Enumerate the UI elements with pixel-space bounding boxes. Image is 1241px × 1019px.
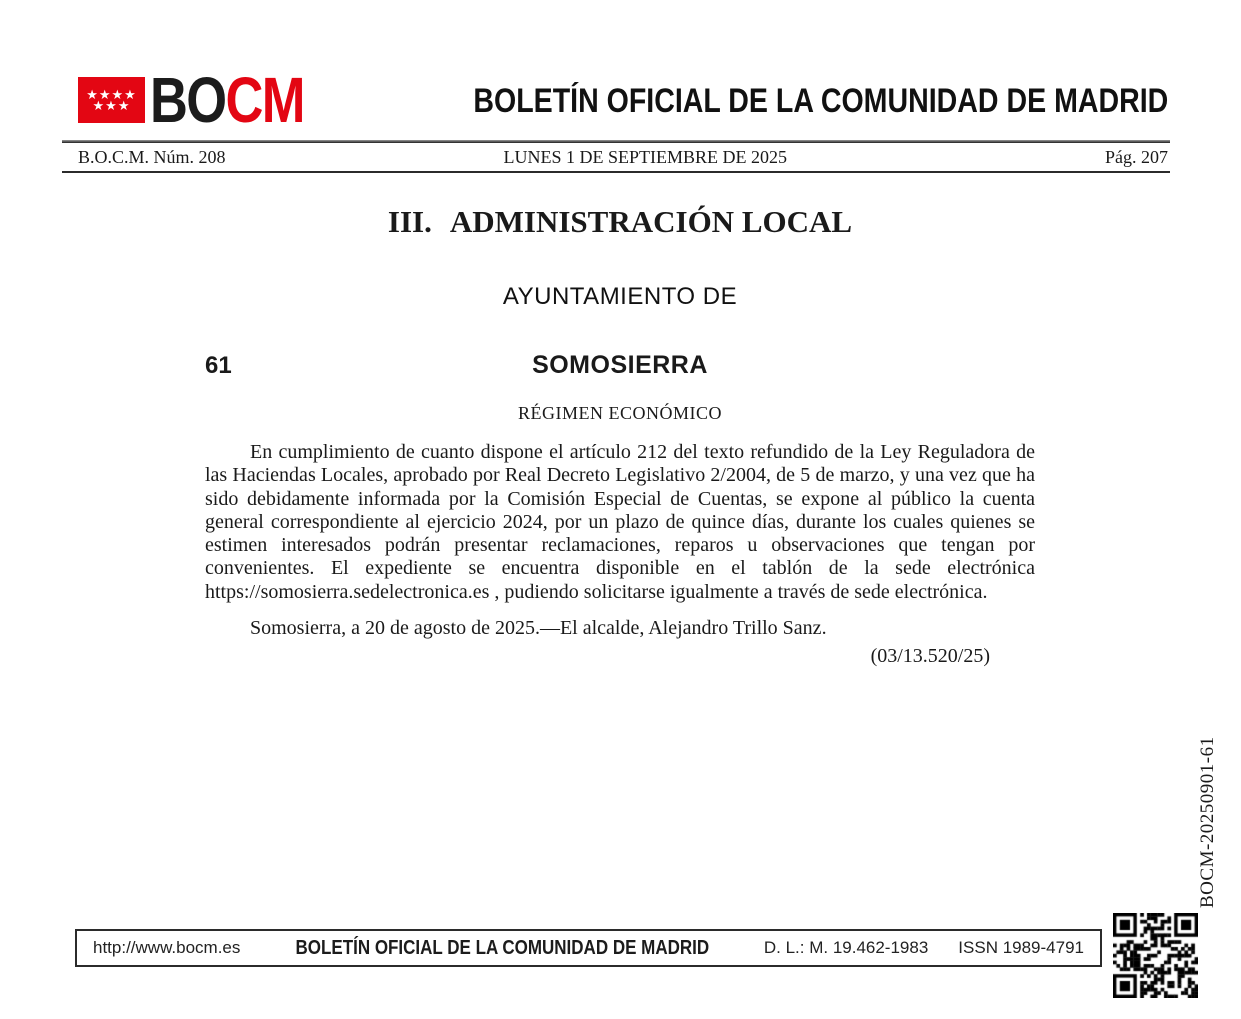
legal-deposit: D. L.: M. 19.462-1983 [763, 938, 929, 957]
section-heading [205, 205, 1035, 238]
vertical-document-code: BOCM-20250901-61 [1197, 736, 1218, 908]
announcement-text-before: En cumplimiento de cuanto dispone el artículo 212 del texto refundido de la Ley Reguladora de las Haciendas Locales, aprobado por Real Decreto Legislativo 2/2004, de 5 de marzo, y una vez que ha sido debidamente informada por la Comisión Especial de Cuentas, se expone al público la cuenta general correspondiente al ejercicio 2024, por un plazo de quince días, durante los cuales quienes se estimen interesados podrán presentar reclamaciones, reparos u observaciones que tengan por convenientes. El expediente se encuentra disponible en el tablón de la sede electrónica [205, 441, 1035, 580]
footer-bar [75, 929, 1102, 967]
issue-number: B.O.C.M. Núm. 208 [78, 146, 226, 167]
announcement-category: RÉGIMEN ECONÓMICO [518, 403, 722, 423]
issue-date: LUNES 1 DE SEPTIEMBRE DE 2025 [503, 146, 787, 167]
entity-type-heading: AYUNTAMIENTO DE [502, 283, 738, 310]
bulletin-title: BOLETÍN OFICIAL DE LA COMUNIDAD DE MADRID [473, 82, 1168, 120]
announcement-text [205, 441, 1035, 604]
madrid-flag-icon [78, 77, 145, 123]
section-title: ADMINISTRACIÓN LOCAL [449, 204, 853, 239]
bocm-logotype [150, 64, 304, 136]
issn-number: ISSN 1989-4791 [958, 938, 1084, 957]
flag-stars-top: ★★★★ [86, 88, 137, 103]
header-info-bar [62, 140, 1170, 173]
footer-bulletin-title: BOLETÍN OFICIAL DE LA COMUNIDAD DE MADRID [295, 936, 709, 959]
flag-stars-bottom: ★★★ [92, 99, 131, 114]
logotype-cm: CM [225, 64, 304, 136]
announcement-number: 61 [205, 352, 232, 379]
signature-line: Somosierra, a 20 de agosto de 2025.—El alcalde, Alejandro Trillo Sanz. [250, 617, 827, 640]
bocm-website-link[interactable]: http://www.bocm.es [93, 938, 241, 957]
announcement-heading-row [205, 352, 1035, 380]
sede-electronica-link[interactable]: https://somosierra.sedelectronica.es [205, 580, 490, 603]
qr-code [1113, 913, 1198, 998]
page-number: Pág. 207 [1105, 146, 1168, 167]
document-body [205, 172, 1035, 669]
municipality-name: SOMOSIERRA [532, 351, 708, 379]
section-number: III. [387, 204, 432, 239]
announcement-text-after: , pudiendo solicitarse igualmente a través de sede electrónica. [489, 580, 988, 603]
logotype-bo: BO [150, 64, 226, 136]
reference-code: (03/13.520/25) [870, 645, 990, 668]
